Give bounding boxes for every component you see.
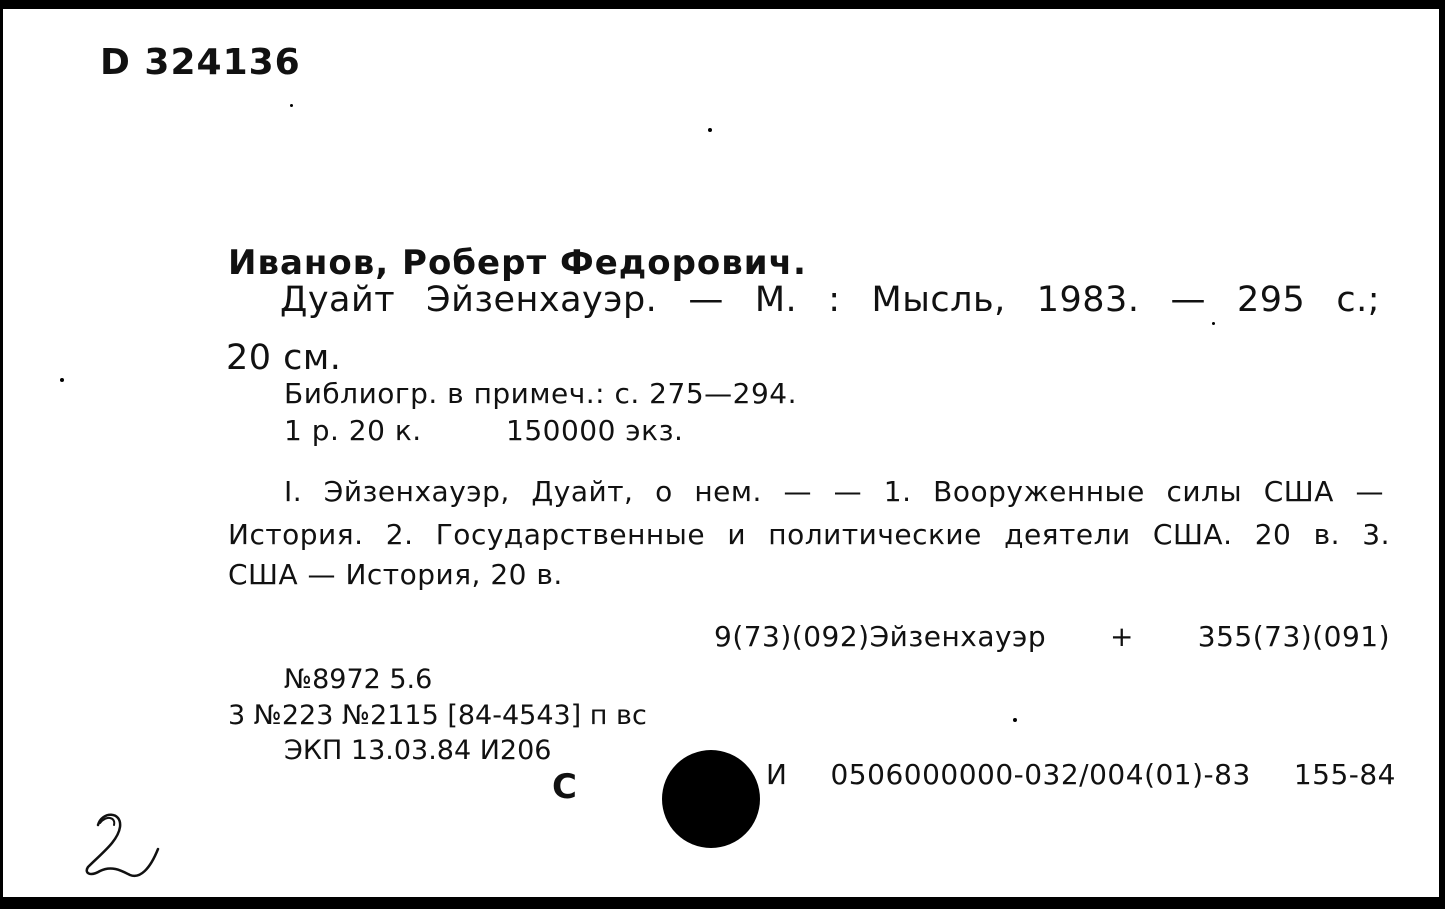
price-note: 1 р. 20 к. xyxy=(284,414,422,447)
classification-index: 9(73)(092)Эйзенхауэр + 355(73)(091) xyxy=(714,620,1390,653)
scan-speck xyxy=(708,128,712,132)
service-note-line-1: №8972 5.6 xyxy=(284,664,433,695)
scan-speck xyxy=(1212,322,1215,325)
subject-tracings-line-2: История. 2. Государственные и политические деятели США. 20 в. 3. xyxy=(228,518,1390,551)
call-number-stamp: D 324136 xyxy=(100,42,301,83)
scan-speck xyxy=(1013,718,1017,722)
card-border-bottom xyxy=(0,897,1445,909)
title-statement-line-2: 20 см. xyxy=(226,338,342,378)
print-run-note: 150000 экз. xyxy=(506,414,684,447)
scan-speck xyxy=(290,104,293,107)
subject-tracings-line-1: I. Эйзенхауэр, Дуайт, о нем. — — 1. Вооруженные силы США — xyxy=(284,475,1384,508)
subject-tracings-line-3: США — История, 20 в. xyxy=(228,558,563,591)
author-heading: Иванов, Роберт Федорович. xyxy=(228,243,807,283)
ink-blot xyxy=(662,750,760,848)
scan-speck xyxy=(60,378,64,382)
bibliography-note: Библиогр. в примеч.: с. 275—294. xyxy=(284,377,797,410)
isbn-code: И 0506000000-032/004(01)-83 155-84 xyxy=(766,758,1396,791)
copyright-mark: С xyxy=(552,767,577,807)
title-statement-line-1: Дуайт Эйзенхауэр. — М. : Мысль, 1983. — 295 с.; xyxy=(280,280,1380,320)
service-note-line-3: ЭКП 13.03.84 И206 xyxy=(284,735,552,766)
service-note-line-2: 3 №223 №2115 [84-4543] п вс xyxy=(228,700,647,731)
handwritten-number-mark xyxy=(78,805,168,885)
card-border-left xyxy=(0,0,3,909)
card-border-top xyxy=(0,0,1445,9)
card-border-right xyxy=(1439,0,1445,909)
